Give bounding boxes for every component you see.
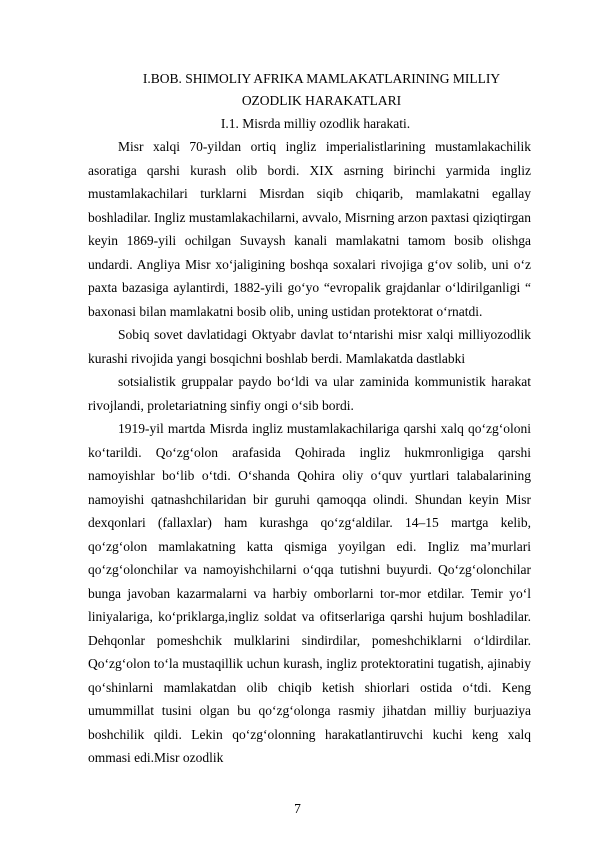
paragraph: 1919-yil martda Misrda ingliz mustamlakachilariga qarshi xalq qo‘zg‘oloni ko‘tarildi. Qo‘zg‘olon arafasida Qohirada ingliz hukmronligiga qarshi namoyishlar bo‘lib o‘tdi. O‘shanda Qohira oliy o‘quv yurtlari talabalarining namoyishi qatnashchilaridan bir guruhi qamoqqa olindi. Shundan keyin Misr dexqonlari (fallaxlar) ham kurashga qo‘zg‘aldilar. 14–15 martga kelib, qo‘zg‘olon mamlakatning katta qismiga yoyilgan edi. Ingliz ma’murlari qo‘zg‘olonchilar va namoyishchilarni o‘qqa tutishni buyurdi. Qo‘zg‘olonchilar bunga javoban kazarmalarni va harbiy omborlarni tor-mor etdilar. Temir yo‘l liniyalariga, ko‘priklarga,ingliz soldat va ofitserlariga qarshi hujum boshladilar. Dehqonlar pomeshchik mulklarini sindirdilar, pomeshchiklarni o‘ldirdilar. Qo‘zg‘olon to‘la mustaqillik uchun kurash, ingliz protektoratini tugatish, ajinabiy qo‘shinlarni mamlakatdan olib chiqib ketish shiorlari ostida o‘tdi. Keng umummillat tusini olgan bu qo‘zg‘olonga rasmiy jihatdan milliy burjuaziya boshchilik qildi. Lekin qo‘zg‘olonning harakatlantiruvchi kuchi keng xalq ommasi edi.Misr ozodlik: [88, 421, 531, 765]
section-title: I.1. Misrda milliy ozodlik harakati.: [220, 116, 411, 131]
paragraph: Sobiq sovet davlatidagi Oktyabr davlat to‘ntarishi misr xalqi milliyozodlik kurashi rivojida yangi bosqichni boshlab berdi. Mamlakatda dastlabki: [88, 327, 531, 366]
paragraph: Misr xalqi 70-yildan ortiq ingliz imperialistlarining mustamlakachilik asoratiga qarshi kurash olib bordi. XIX asrning birinchi yarmida ingliz mustamlakachilari turklarni Misrdan siqib chiqarib, mamlakatni egallay boshladilar. Ingliz mustamlakachilarni, avvalo, Misrning arzon paxtasi qiziqtirgan keyin 1869-yili ochilgan Suvaysh kanali mamlakatni tamom bosib olishga undardi. Angliya Misr xo‘jaligining boshqa soxalari rivojiga g‘ov solib, uni o‘z paxta bazasiga aylantirdi, 1882-yili go‘yo “evropalik grajdanlar o‘ldirilganligi “ baxonasi bilan mamlakatni bosib olib, uning ustidan protektorat o‘rnatdi.: [88, 139, 531, 319]
chapter-title: I.BOB. SHIMOLIY AFRIKA MAMLAKATLARINING MILLIY OZODLIK HARAKATLARI: [142, 71, 501, 108]
page-number: 7: [294, 801, 301, 816]
paragraph: sotsialistik gruppalar paydo bo‘ldi va ular zaminida kommunistik harakat rivojlandi, proletariatning sinfiy ongi o‘sib bordi.: [88, 374, 531, 413]
page-content: [88, 68, 531, 770]
